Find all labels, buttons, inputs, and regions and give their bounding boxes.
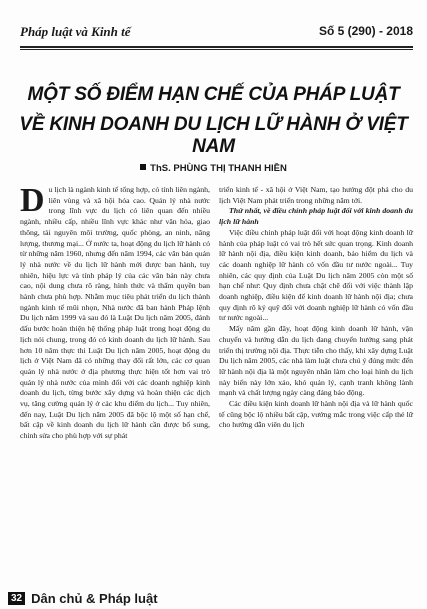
page-footer xyxy=(8,590,158,606)
paragraph: Việc điều chỉnh pháp luật đối với hoạt động kinh doanh lữ hành của pháp luật có vai trò hết sức quan trọng. Kinh doanh lữ hành nội địa, điều kiện kinh doanh, bảo hiểm du lịch và các doanh nghiệp lữ hành có vốn đầu tư nước ngoài... Tuy nhiên, các quy định của Luật Du lịch năm 2005 còn một số hạn chế như: Quy định chưa chặt chẽ đối với việc thành lập doanh nghiệp, điều kiện để kinh doanh lữ hành nội địa; chưa quy định rõ ký quỹ đối với doanh nghiệp lữ hành có vốn đầu tư nước ngoài... xyxy=(219,227,413,323)
paragraph: Các điều kiện kinh doanh lữ hành nội địa và lữ hành quốc tế cũng bộc lộ nhiều bất cập, vướng mắc trong việc cấp thẻ lữ cho hướng dẫn viên du lịch xyxy=(219,399,413,430)
paragraph: Mấy năm gần đây, hoạt động kinh doanh lữ hành, vận chuyển và hướng dẫn du lịch đang chuyển hướng sang phát triển thị trường nội địa. Thực tiễn cho thấy, khi xây dựng Luật Du lịch năm 2005, các nhà làm luật chưa chú ý đúng mức đến lữ hành nội địa là một nguyên nhân làm cho loại hình du lịch này biến này lớn xảo, khó quản lý, cạnh tranh không lành mạnh và chất lượng ngày càng đáng báo động. xyxy=(219,324,413,398)
author-byline xyxy=(0,163,427,174)
section-subheading: Thứ nhất, về điều chỉnh pháp luật đối với kinh doanh du lịch lữ hành xyxy=(219,206,413,227)
article-title-line-2: VỀ KINH DOANH DU LỊCH LỮ HÀNH Ở VIỆT NAM xyxy=(19,114,408,157)
magazine-name: Dân chủ & Pháp luật xyxy=(31,590,158,606)
paragraph: Du lịch là ngành kinh tế tổng hợp, có tính liên ngành, liên vùng và xã hội hóa cao. Quản lý nhà nước trong lĩnh vực du lịch có liên quan đến nhiều ngành, nhiều cấp, nhiều lĩnh vực khác như văn hóa, giao thông, tài nguyên môi trường, quốc phòng, an ninh, năng lượng, thương mại... Ở nước ta, hoạt động du lịch lữ hành có từ những năm 1960, nhưng đến năm 1994, các văn bản quản lý nhà nước về du lịch lữ hành mới được ban hành, tuy nhiên, hiệu lực và tính pháp lý của các văn bản này chưa cao, nội dung chưa rõ ràng, hình thức và thẩm quyền ban hành chưa phù hợp. Nhằm mục tiêu phát triển du lịch thành ngành kinh tế mũi nhọn, Nhà nước đã ban hành Pháp lệnh Du lịch năm 1999 và sau đó là Luật Du lịch năm 2005, đánh dấu bước hoàn thiện hệ thống pháp luật trong hoạt động du lịch nói chung, trong đó có kinh doanh du lịch lữ hành. Sau hơn 10 năm thực thi Luật Du lịch năm 2005, hoạt động du lịch ở Việt Nam đã có những thay đổi rất lớn, các cơ quan quản lý nhà nước ở địa phương thực hiện tốt hơn vai trò quản lý nhà nước của mình đối với các doanh nghiệp kinh doanh du lịch, từng bước xây dựng và hoàn thiện các dịch vụ, tăng cường quản lý ở các khu điểm du lịch... Tuy nhiên, đến nay, Luật Du lịch năm 2005 đã bộc lộ một số hạn chế, bất cập về kinh doanh du lịch lữ hành cần được bổ sung, chỉnh sửa cho phù hợp với sự phát xyxy=(20,182,210,441)
header-rule-thin xyxy=(20,49,413,50)
paragraph: triển kinh tế - xã hội ở Việt Nam, tạo hướng đột phá cho du lịch Việt Nam phát triển trong những năm tới. xyxy=(219,185,413,205)
drop-cap: D xyxy=(20,182,45,219)
page-number: 32 xyxy=(8,592,25,605)
left-column xyxy=(20,182,210,442)
author-name: ThS. PHÙNG THỊ THANH HIỀN xyxy=(150,163,287,174)
journal-name: Pháp luật và Kinh tế xyxy=(20,24,131,39)
header-rule xyxy=(20,46,413,48)
right-column xyxy=(219,185,413,431)
bullet-square-icon xyxy=(140,164,146,170)
issue-number: Số 5 (290) - 2018 xyxy=(318,24,413,38)
running-header xyxy=(20,24,413,42)
article-title-line-1: MỘT SỐ ĐIỂM HẠN CHẾ CỦA PHÁP LUẬT xyxy=(27,84,400,105)
